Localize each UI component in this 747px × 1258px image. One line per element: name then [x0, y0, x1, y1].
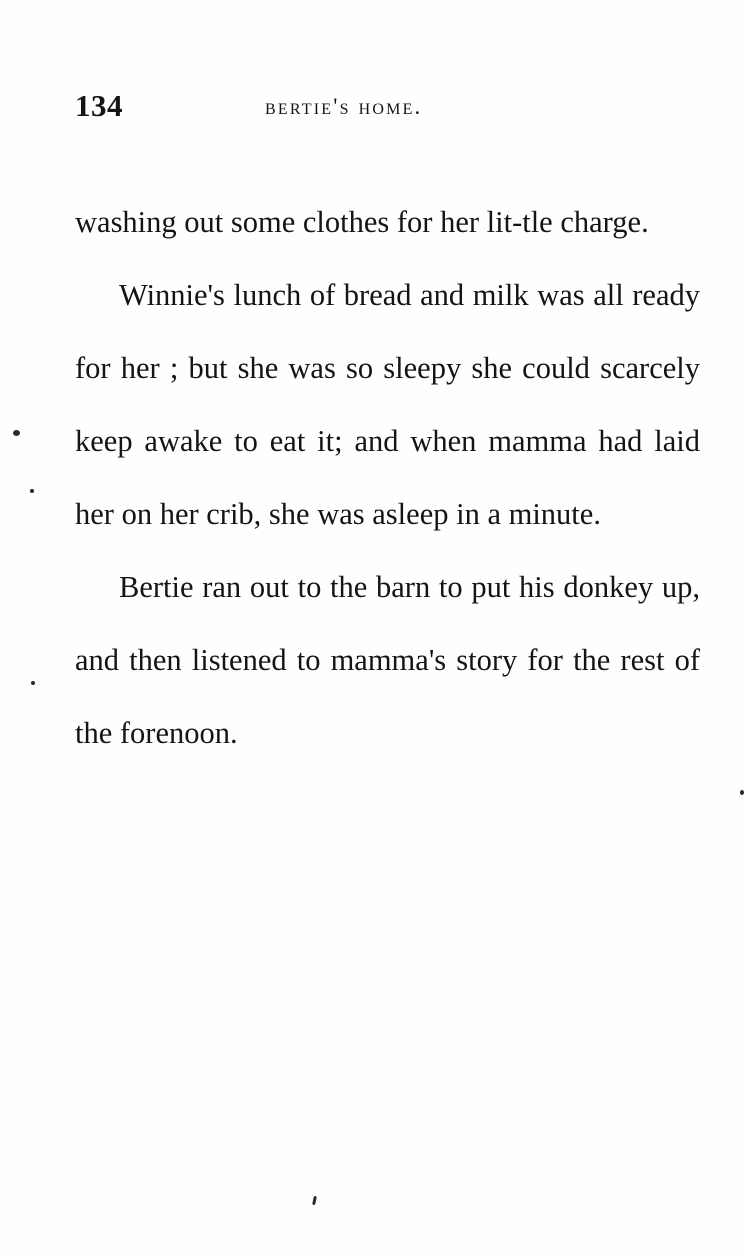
running-head	[75, 86, 675, 126]
paragraph-3: Bertie ran out to the barn to put his donkey up, and then listened to mamma's story for the rest of the forenoon.	[75, 570, 700, 750]
ink-speck	[312, 1196, 317, 1205]
ink-speck	[30, 489, 34, 493]
ink-speck	[31, 681, 35, 685]
paragraph-1: washing out some clothes for her lit-tle charge.	[75, 205, 649, 239]
body-text	[75, 186, 700, 770]
ink-speck	[740, 790, 744, 795]
running-head-title: bertie's home.	[265, 94, 423, 119]
page-number: 134	[75, 88, 123, 123]
paragraph-2: Winnie's lunch of bread and milk was all ready for her ; but she was so sleepy she could scarcely keep awake to eat it; and when mamma had laid her on her crib, she was asleep in a minute.	[75, 278, 700, 531]
ink-speck	[13, 430, 20, 436]
